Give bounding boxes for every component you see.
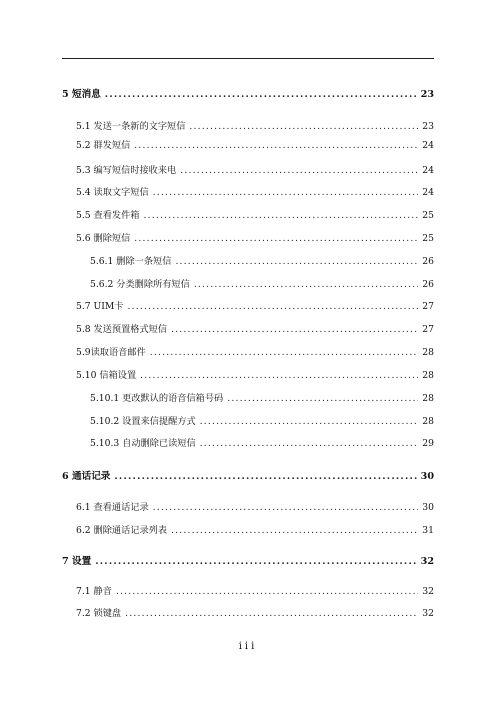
toc-entry-title: 5.2 群发短信	[76, 140, 131, 151]
toc-entry[interactable]	[76, 165, 434, 177]
toc-entry-page: 23	[420, 89, 434, 100]
toc-entry[interactable]	[90, 416, 434, 428]
toc-entry-page: 32	[422, 586, 434, 597]
toc-entry-title: 6.2 删除通话记录列表	[76, 525, 168, 536]
toc-entry[interactable]	[76, 121, 434, 133]
toc-entry[interactable]	[90, 438, 434, 450]
toc-entry[interactable]	[90, 279, 434, 291]
toc-entry-page: 24	[422, 187, 434, 198]
toc-entry-page: 28	[422, 393, 434, 404]
toc-entry[interactable]	[62, 89, 434, 101]
toc-entry-page: 27	[422, 301, 434, 312]
dot-leader	[200, 416, 419, 428]
dot-leader	[153, 502, 419, 514]
toc-entry-page: 24	[422, 165, 434, 176]
toc-entry-title: 6.1 查看通话记录	[76, 502, 149, 513]
toc-entry[interactable]	[76, 233, 434, 245]
toc-entry-page: 28	[422, 370, 434, 381]
toc-entry-title: 5.10 信箱设置	[76, 370, 137, 381]
toc-entry-title: 5.6.1 删除一条短信	[90, 256, 172, 267]
toc-entry[interactable]	[76, 187, 434, 199]
dot-leader	[125, 608, 418, 620]
toc-entry-title: 5.1 发送一条新的文字短信	[76, 121, 186, 132]
dot-leader	[175, 256, 418, 268]
toc-entry-title: 5.6 删除短信	[76, 233, 131, 244]
toc-entry-title: 5.3 编写短信时接收来电	[76, 165, 177, 176]
dot-leader	[114, 471, 416, 483]
dot-leader	[189, 121, 418, 133]
toc-entry-title: 7 设置	[62, 556, 92, 567]
dot-leader	[134, 233, 418, 245]
toc-entry[interactable]	[90, 393, 434, 405]
toc-entry[interactable]	[76, 502, 434, 514]
toc-entry-page: 32	[422, 608, 434, 619]
dot-leader	[128, 301, 419, 313]
dot-leader	[227, 393, 418, 405]
toc-entry-title: 5.10.3 自动删除已读短信	[90, 438, 196, 449]
dot-leader	[200, 438, 419, 450]
dot-leader	[150, 347, 419, 359]
toc-entry-page: 28	[422, 416, 434, 427]
toc-entry-title: 6 通话记录	[62, 471, 111, 482]
toc-entry-title: 7.1 静音	[76, 586, 112, 597]
toc-entry[interactable]	[76, 608, 434, 620]
toc-entry-page: 30	[420, 471, 434, 482]
dot-leader	[95, 556, 416, 568]
toc-entry[interactable]	[76, 140, 434, 152]
dot-leader	[105, 89, 417, 101]
dot-leader	[171, 525, 418, 537]
dot-leader	[194, 279, 418, 291]
toc-entry-page: 29	[422, 438, 434, 449]
toc-entry[interactable]	[76, 324, 434, 336]
toc-entry-page: 25	[422, 233, 434, 244]
page-number: iii	[238, 641, 258, 652]
toc-entry-title: 5.10.2 设置来信提醒方式	[90, 416, 196, 427]
toc-entry[interactable]	[76, 347, 434, 359]
dot-leader	[180, 165, 418, 177]
toc-entry-title: 5.4 读取文字短信	[76, 187, 149, 198]
toc-entry-title: 5.5 查看发件箱	[76, 210, 140, 221]
toc-entry[interactable]	[76, 301, 434, 313]
toc-entry-page: 25	[422, 210, 434, 221]
toc-entry-page: 23	[422, 121, 434, 132]
dot-leader	[140, 370, 418, 382]
toc-entry[interactable]	[90, 256, 434, 268]
toc-entry-page: 26	[422, 256, 434, 267]
dot-leader	[143, 210, 418, 222]
dot-leader	[171, 324, 418, 336]
toc-entry-title: 5.6.2 分类删除所有短信	[90, 279, 190, 290]
toc-entry[interactable]	[76, 370, 434, 382]
toc-entry[interactable]	[76, 525, 434, 537]
toc-entry[interactable]	[62, 471, 434, 483]
toc-entry-page: 31	[422, 525, 434, 536]
toc-entry-page: 27	[422, 324, 434, 335]
dot-leader	[134, 140, 418, 152]
toc-entry-page: 32	[420, 556, 434, 567]
toc-entry-title: 5.10.1 更改默认的语音信箱号码	[90, 393, 224, 404]
header-rule	[62, 58, 434, 59]
toc-entry-page: 30	[422, 502, 434, 513]
toc-entry[interactable]	[76, 210, 434, 222]
toc-entry-title: 5 短消息	[62, 89, 101, 100]
toc-entry-title: 7.2 锁键盘	[76, 608, 122, 619]
dot-leader	[116, 586, 418, 598]
toc-entry-page: 26	[422, 279, 434, 290]
toc-entry-page: 24	[422, 140, 434, 151]
dot-leader	[153, 187, 419, 199]
toc-entry-title: 5.7 UIM卡	[76, 301, 124, 312]
toc-entry[interactable]	[62, 556, 434, 568]
toc-entry-title: 5.8 发送预置格式短信	[76, 324, 168, 335]
toc-entry[interactable]	[76, 586, 434, 598]
toc-entry-page: 28	[422, 347, 434, 358]
toc-entry-title: 5.9读取语音邮件	[76, 347, 146, 358]
